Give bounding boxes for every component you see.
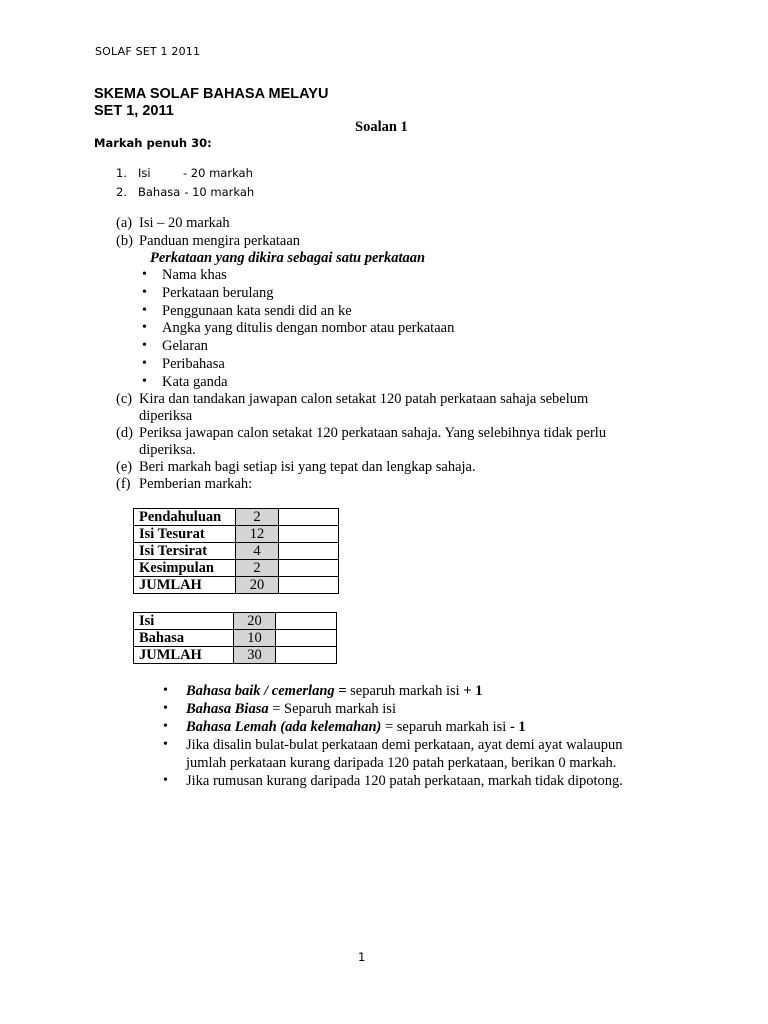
table-row	[134, 560, 339, 577]
rule-term: Bahasa Biasa	[186, 701, 269, 717]
bullet-item: Peribahasa	[162, 356, 225, 372]
page-number: 1	[358, 950, 366, 964]
item-d-line1: Periksa jawapan calon setakat 120 perkataan sahaja. Yang selebihnya tidak perlu	[139, 425, 607, 441]
table-cell-label: Kesimpulan	[134, 560, 236, 577]
item-letter-e: (e)	[116, 459, 133, 475]
bullet-icon: •	[163, 773, 168, 788]
item-number: 2.	[116, 185, 127, 199]
rule-score: - 1	[509, 719, 526, 735]
item-label: Bahasa	[138, 185, 181, 199]
bullet-item: Nama khas	[162, 267, 227, 283]
rule-term: Bahasa baik / cemerlang =	[186, 683, 347, 699]
full-marks-label: Markah penuh 30:	[94, 136, 212, 150]
item-number: 1.	[116, 166, 127, 180]
question-heading: Soalan 1	[355, 119, 408, 135]
item-a-text: Isi – 20 markah	[139, 215, 230, 231]
table-cell-empty	[276, 647, 337, 664]
item-c-line1: Kira dan tandakan jawapan calon setakat 120 patah perkataan sahaja sebelum	[139, 391, 589, 407]
item-label: Isi	[138, 166, 151, 180]
rule-term: Bahasa Lemah (ada kelemahan)	[186, 719, 382, 735]
item-c-line2: diperiksa	[139, 408, 193, 424]
table-cell-empty	[278, 560, 338, 577]
table-row	[134, 509, 339, 526]
bullet-icon: •	[163, 701, 168, 716]
rule-text: separuh markah isi	[346, 683, 464, 699]
item-letter-c: (c)	[116, 391, 133, 407]
table-cell-value: 30	[233, 647, 276, 664]
bullet-icon: •	[142, 303, 147, 318]
item-value: - 10 markah	[184, 185, 255, 199]
table-cell-empty	[278, 577, 338, 594]
table-cell-label: JUMLAH	[134, 577, 236, 594]
table-cell-value: 10	[233, 630, 276, 647]
rule-text: = Separuh markah isi	[268, 701, 396, 717]
numbered-item-isi	[116, 166, 253, 180]
rule-bahasa-lemah	[186, 719, 526, 736]
bullet-icon: •	[142, 356, 147, 371]
table-cell-value: 12	[236, 526, 279, 543]
table-cell-value: 4	[236, 543, 279, 560]
table-cell-value: 2	[236, 509, 279, 526]
table-row	[134, 613, 337, 630]
rule-copied-line2: jumlah perkataan kurang daripada 120 patah perkataan, berikan 0 markah.	[186, 755, 617, 771]
document-subtitle: SET 1, 2011	[94, 103, 174, 119]
table-cell-label: Isi	[134, 613, 234, 630]
table-cell-value: 20	[236, 577, 279, 594]
numbered-item-bahasa	[116, 185, 254, 199]
bullet-icon: •	[163, 683, 168, 698]
item-b-text: Panduan mengira perkataan	[139, 233, 301, 249]
table-row	[134, 630, 337, 647]
table-row	[134, 543, 339, 560]
rule-short-summary: Jika rumusan kurang daripada 120 patah perkataan, markah tidak dipotong.	[186, 773, 623, 789]
marks-summary-table	[133, 612, 337, 664]
bullet-icon: •	[142, 338, 147, 353]
bullet-icon: •	[163, 737, 168, 752]
item-value: - 20 markah	[183, 166, 253, 180]
item-d-line2: diperiksa.	[139, 442, 196, 458]
item-letter-b: (b)	[116, 233, 133, 249]
table-cell-value: 2	[236, 560, 279, 577]
rule-bahasa-baik	[186, 683, 482, 700]
table-cell-empty	[276, 613, 337, 630]
item-letter-d: (d)	[116, 425, 133, 441]
document-title: SKEMA SOLAF BAHASA MELAYU	[94, 86, 329, 102]
table-row	[134, 526, 339, 543]
item-letter-a: (a)	[116, 215, 133, 231]
table-cell-label: Isi Tesurat	[134, 526, 236, 543]
table-cell-value: 20	[233, 613, 276, 630]
table-row	[134, 577, 339, 594]
rule-text: = separuh markah isi	[381, 719, 510, 735]
counting-subheading: Perkataan yang dikira sebagai satu perkataan	[150, 250, 426, 266]
table-cell-label: Bahasa	[134, 630, 234, 647]
table-cell-empty	[278, 509, 338, 526]
rule-score: + 1	[463, 683, 483, 699]
table-cell-empty	[278, 526, 338, 543]
table-cell-label: Isi Tersirat	[134, 543, 236, 560]
bullet-icon: •	[163, 719, 168, 734]
bullet-item: Perkataan berulang	[162, 285, 274, 301]
rule-bahasa-biasa	[186, 701, 396, 718]
rule-copied-line1: Jika disalin bulat-bulat perkataan demi perkataan, ayat demi ayat walaupun	[186, 737, 623, 753]
bullet-icon: •	[142, 285, 147, 300]
bullet-icon: •	[142, 320, 147, 335]
bullet-item: Gelaran	[162, 338, 208, 354]
bullet-icon: •	[142, 267, 147, 282]
item-letter-f: (f)	[116, 476, 131, 492]
table-cell-empty	[278, 543, 338, 560]
table-row	[134, 647, 337, 664]
bullet-item: Penggunaan kata sendi did an ke	[162, 303, 352, 319]
table-cell-label: JUMLAH	[134, 647, 234, 664]
marks-breakdown-table	[133, 508, 339, 594]
bullet-item: Angka yang ditulis dengan nombor atau perkataan	[162, 320, 455, 336]
bullet-icon: •	[142, 374, 147, 389]
table-cell-empty	[276, 630, 337, 647]
item-f-text: Pemberian markah:	[139, 476, 253, 492]
running-header: SOLAF SET 1 2011	[95, 45, 201, 58]
item-e-text: Beri markah bagi setiap isi yang tepat dan lengkap sahaja.	[139, 459, 476, 475]
table-cell-label: Pendahuluan	[134, 509, 236, 526]
bullet-item: Kata ganda	[162, 374, 228, 390]
